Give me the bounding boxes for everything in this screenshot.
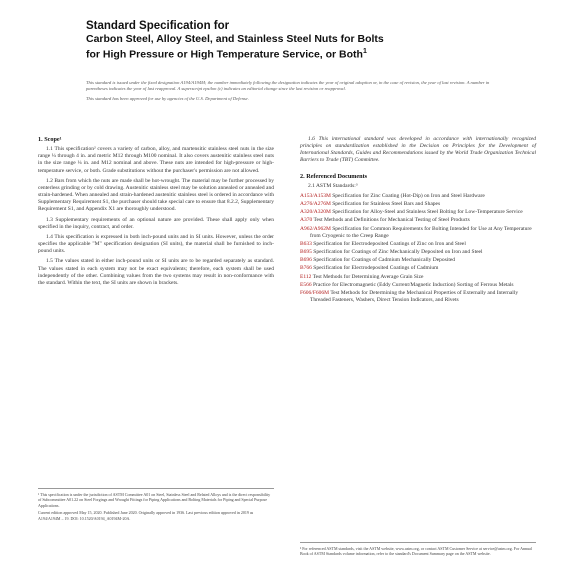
reference-item bbox=[300, 241, 536, 248]
left-column bbox=[38, 136, 274, 290]
reference-title: Specification for Zinc Coating (Hot-Dip) on Iron and Steel Hardware bbox=[332, 192, 485, 199]
reference-code-link[interactable]: B633 bbox=[300, 240, 312, 247]
paragraph-1-4: 1.4 This specification is expressed in both inch-pound units and in SI units. However, unless the order specifies the applicable "M" specification designation (SI units), the material shall be furnished to inch-pound units. bbox=[38, 233, 274, 255]
right-column bbox=[300, 136, 536, 305]
reference-code-link[interactable]: E112 bbox=[300, 273, 312, 280]
reference-item bbox=[300, 226, 536, 240]
paragraph-1-3: 1.3 Supplementary requirements of an optional nature are provided. These shall apply only when specified in the inquiry, contract, and order. bbox=[38, 216, 274, 230]
paragraph-1-6: 1.6 This international standard was developed in accordance with internationally recognized principles on standardization established in the Decision on Principles for the Development of International Standards, Guides and Recommendations issued by the World Trade Organization Technical Barriers to Trade (TBT) Committee. bbox=[300, 136, 536, 164]
reference-code-link[interactable]: B766 bbox=[300, 265, 312, 272]
reference-title: Specification for Common Requirements for Bolting Intended for Use at Any Temperature from Cryogenic to the Creep Range bbox=[310, 225, 532, 239]
reference-title: Specification for Stainless Steel Bars and Shapes bbox=[332, 201, 441, 208]
paragraph-1-1: 1.1 This specification² covers a variety of carbon, alloy, and martensitic stainless steel nuts in the size range ¼ through 4 in. and metric M12 through M100 nominal. It also covers austenitic stainless steel nuts in the size range ¼ in. and M12 nominal and above. These nuts are intended for high-pressure or high-temperature service, or both. Grade substitutions without the purchaser's permission are not allowed. bbox=[38, 146, 274, 174]
reference-code-link[interactable]: B696 bbox=[300, 257, 312, 264]
footnote-3: ³ For referenced ASTM standards, visit the ASTM website, www.astm.org, or contact ASTM Customer Service at service@astm.org. For Annual Book of ASTM Standards volume information, refer to the standard's Document Summary page on the ASTM website. bbox=[300, 546, 532, 557]
title-line-3 bbox=[86, 46, 526, 61]
reference-item bbox=[300, 249, 536, 256]
reference-item bbox=[300, 201, 536, 208]
footnote-1: ¹ This specification is under the jurisdiction of ASTM Committee A01 on Steel, Stainless Steel and Related Alloys and is the direct responsibility of Subcommittee A01.22 on Steel Forgings and Wrought Fittings for Piping Applications and Bolting Materials for Piping and Special Purpose Applications. bbox=[38, 492, 271, 508]
title-block bbox=[86, 20, 526, 61]
reference-item bbox=[300, 265, 536, 272]
astm-standards-line: 2.1 ASTM Standards:³ bbox=[308, 182, 358, 189]
reference-code-link[interactable]: A320/A320M bbox=[300, 209, 331, 216]
reference-title: Specification for Coatings of Cadmium Mechanically Deposited bbox=[313, 257, 456, 264]
scope-heading: 1. Scope¹ bbox=[38, 136, 62, 143]
footnotes-left bbox=[38, 488, 274, 523]
reference-list bbox=[300, 193, 536, 304]
reference-title: Practice for Electromagnetic (Eddy Current/Magnetic Induction) Sorting of Ferrous Metals bbox=[313, 281, 514, 288]
reference-code-link[interactable]: A153/A153M bbox=[300, 192, 331, 199]
reference-code-link[interactable]: E566 bbox=[300, 281, 312, 288]
reference-code-link[interactable]: B695 bbox=[300, 249, 312, 256]
reference-title: Test Methods and Definitions for Mechanical Testing of Steel Products bbox=[313, 217, 470, 224]
title-line-2: Carbon Steel, Alloy Steel, and Stainless Steel Nuts for Bolts bbox=[86, 33, 384, 45]
reference-code-link[interactable]: F606/F606M bbox=[300, 289, 330, 296]
title-footnote-mark: 1 bbox=[362, 47, 367, 55]
reference-title: Specification for Coatings of Zinc Mechanically Deposited on Iron and Steel bbox=[313, 249, 483, 256]
reference-code-link[interactable]: A962/A962M bbox=[300, 225, 331, 232]
paragraph-1-5: 1.5 The values stated in either inch-pound units or SI units are to be regarded separately as standard. The values stated in each system may not be exact equivalents; therefore, each system shall be used independently of the other. Combining values from the two systems may result in non-conformance with the standard. Within the text, the SI units are shown in brackets. bbox=[38, 258, 274, 286]
notice-paragraph-2: This standard has been approved for use by agencies of the U.S. Department of Defense. bbox=[86, 96, 249, 101]
footnotes-right bbox=[300, 542, 536, 557]
reference-item bbox=[300, 274, 536, 281]
reference-item bbox=[300, 193, 536, 200]
reference-item bbox=[300, 209, 536, 216]
reference-title: Test Methods for Determining Average Grain Size bbox=[312, 273, 424, 280]
footnote-2: Current edition approved May 15, 2020. Published June 2020. Originally approved in 1936. Last previous edition approved in 2019 as A194/A194M – 19. DOI: 10.1520/A0194_A0194M-20A. bbox=[38, 510, 254, 521]
reference-item bbox=[300, 282, 536, 289]
reference-item bbox=[300, 290, 536, 304]
paragraph-1-2: 1.2 Bars from which the nuts are made shall be hot-wrought. The material may be further processed by centerless grinding or by cold drawing. Austenitic stainless steel may be solution annealed or annealed and strain-hardened. When annealed and strain-hardened austenitic stainless steel is ordered in accordance with Supplementary Requirement S1, the purchaser should take special care to ensure that 8.2.2, Supplementary Requirement S1, and Appendix X1 are thoroughly understood. bbox=[38, 177, 274, 213]
reference-title: Specification for Electrodeposited Coatings of Zinc on Iron and Steel bbox=[313, 240, 466, 247]
title-line-3-text: for High Pressure or High Temperature Service, or Both bbox=[86, 48, 363, 60]
reference-code-link[interactable]: A370 bbox=[300, 217, 313, 224]
designation-notice bbox=[86, 80, 496, 106]
reference-title: Specification for Alloy-Steel and Stainless Steel Bolting for Low-Temperature Service bbox=[332, 209, 523, 216]
referenced-documents-heading: 2. Referenced Documents bbox=[300, 172, 368, 180]
reference-title: Test Methods for Determining the Mechanical Properties of Externally and Internally Threaded Fasteners, Washers, Direct Tension Indicators, and Rivets bbox=[310, 289, 519, 303]
reference-title: Specification for Electrodeposited Coatings of Cadmium bbox=[313, 265, 439, 272]
notice-paragraph-1: This standard is issued under the fixed designation A194/A194M; the number immediately following the designation indicates the year of original adoption or, in the case of revision, the year of last revision. A number in parentheses indicates the year of last reapproval. A superscript epsilon (ε) indicates an editorial change since the last revision or reapproval. bbox=[86, 80, 490, 91]
reference-item bbox=[300, 257, 536, 264]
reference-code-link[interactable]: A276/A276M bbox=[300, 201, 331, 208]
title-line-1: Standard Specification for bbox=[86, 20, 230, 32]
reference-item bbox=[300, 217, 536, 224]
